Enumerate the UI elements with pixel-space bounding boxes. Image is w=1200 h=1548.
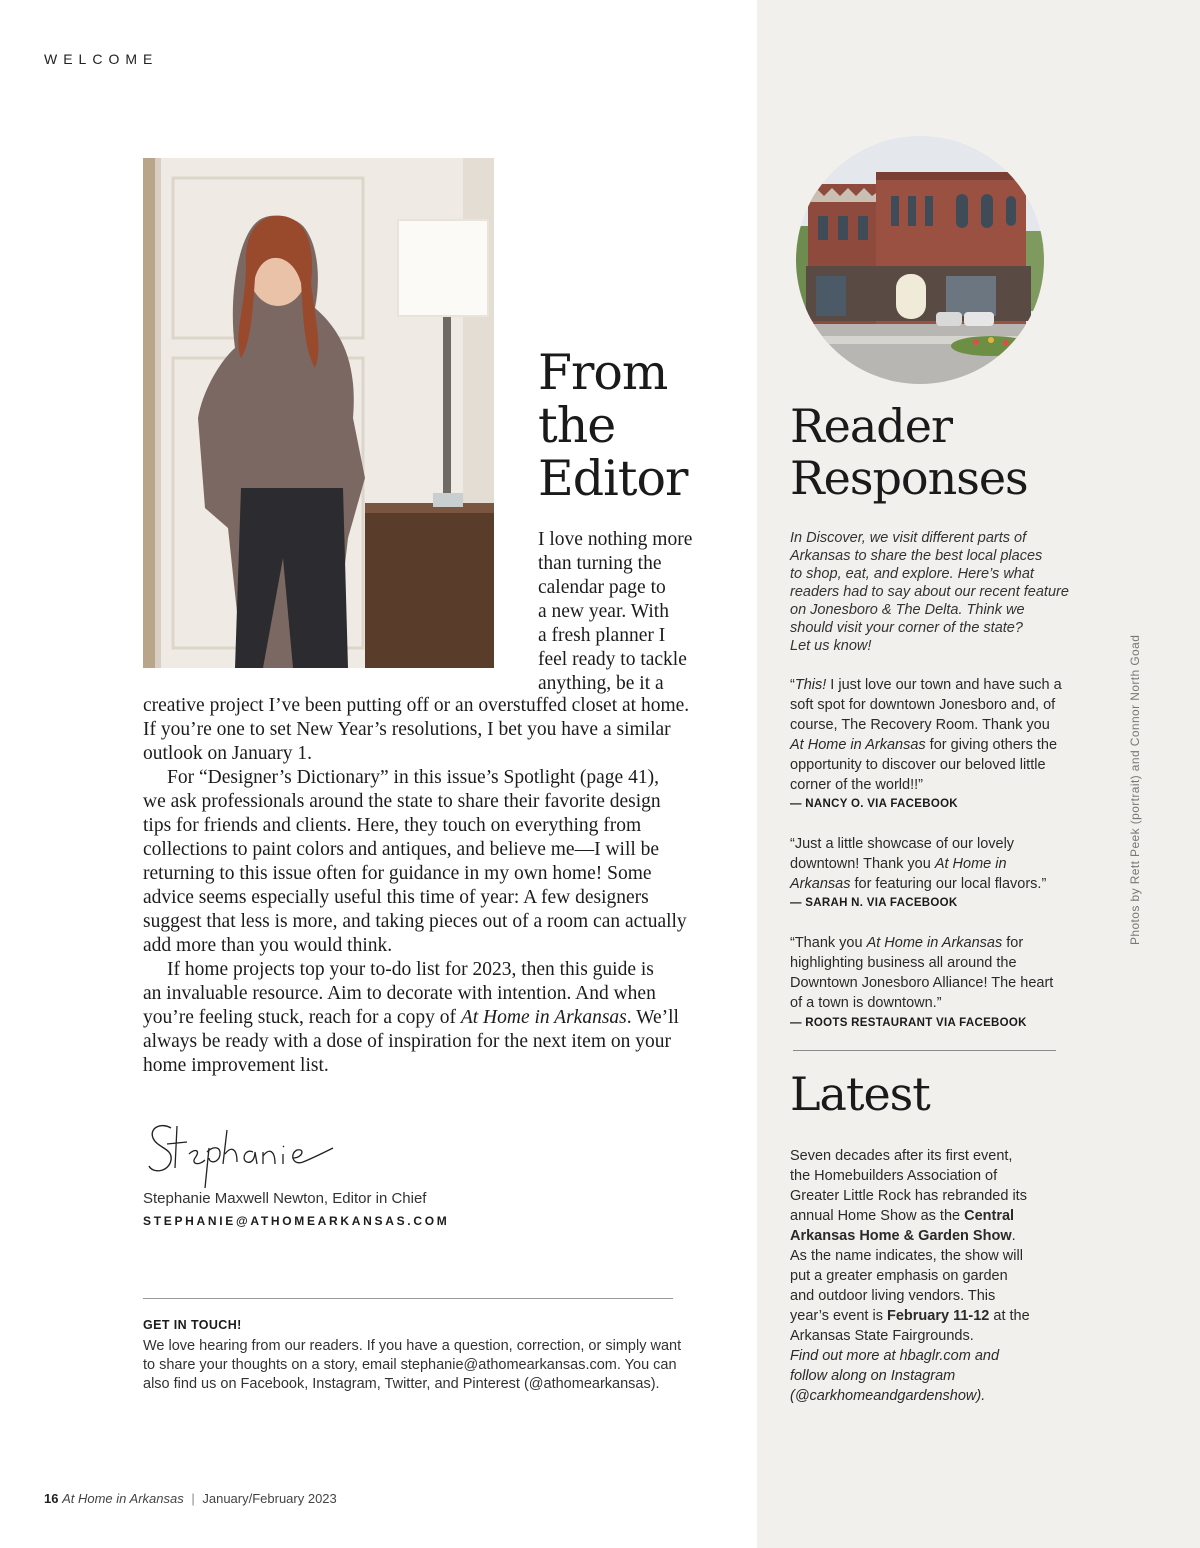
body-line-text: If home projects top your to-do list for 2023, then this guide is: [167, 959, 654, 980]
quote-line-text: course, The Recovery Room. Thank you: [790, 717, 1050, 733]
headline-line: From: [538, 344, 668, 401]
latest-line: [790, 1186, 1110, 1206]
intro-line: should visit your corner of the state?: [790, 620, 1023, 636]
quote-attribution: — ROOTS RESTAURANT VIA FACEBOOK: [790, 1017, 1027, 1029]
section-label: WELCOME: [44, 51, 159, 67]
page-number: 16: [44, 1491, 59, 1506]
quote-line: [790, 973, 1110, 993]
latest-line-italic: follow along on Instagram: [790, 1368, 956, 1384]
quote-line-text: Downtown Jonesboro Alliance! The heart: [790, 975, 1054, 991]
reader-quote: [790, 933, 1110, 1013]
reader-responses-heading: [790, 400, 1028, 504]
body-line: [143, 1006, 743, 1030]
latest-line-text: and outdoor living vendors. This: [790, 1288, 996, 1304]
latest-line: [790, 1246, 1110, 1266]
latest-line: [790, 1346, 1110, 1366]
quote-line: [790, 953, 1110, 973]
get-in-touch-line: We love hearing from our readers. If you have a question, correction, or simply want: [143, 1338, 682, 1354]
intro-line: readers had to say about our recent feature: [790, 584, 1069, 600]
page-footer: [44, 1491, 337, 1506]
body-line: [143, 742, 743, 766]
quote-line-before: “: [790, 677, 795, 693]
quote-line: [790, 874, 1110, 894]
quote-line: [790, 993, 1110, 1013]
quote-line-after: I just love our town and have such a: [826, 677, 1062, 693]
intro-line: feel ready to tackle: [538, 649, 687, 670]
quote-line: [790, 834, 1110, 854]
latest-line: [790, 1366, 1110, 1386]
latest-line-before: annual Home Show as the: [790, 1208, 965, 1224]
quote-line-after: for featuring our local flavors.”: [850, 876, 1047, 892]
quote-line: [790, 854, 1110, 874]
quote-line-italic: This!: [794, 677, 827, 693]
quote-line-text: soft spot for downtown Jonesboro and, of: [790, 697, 1056, 713]
latest-line: [790, 1266, 1110, 1286]
body-line: [143, 1054, 743, 1078]
heading-line: Reader: [790, 399, 952, 453]
headline-line: Editor: [538, 450, 688, 507]
body-line: [143, 958, 743, 982]
get-in-touch-line: to share your thoughts on a story, email stephanie@athomearkansas.com. You can: [143, 1357, 677, 1373]
intro-line: on Jonesboro & The Delta. Think we: [790, 602, 1025, 618]
editor-name: Stephanie Maxwell Newton, Editor in Chief: [143, 1190, 427, 1207]
photo-credit: Photos by Rett Peek (portrait) and Connor North Goad: [1128, 634, 1142, 945]
body-line-text: we ask professionals around the state to share their favorite design: [143, 791, 661, 812]
latest-line: [790, 1226, 1110, 1246]
body-line: [143, 886, 743, 910]
issue-date: January/February 2023: [202, 1491, 337, 1506]
editor-headline: [538, 346, 687, 505]
intro-line: to shop, eat, and explore. Here’s what: [790, 566, 1034, 582]
latest-line-after: at the: [989, 1308, 1030, 1324]
body-line: [143, 694, 743, 718]
body-line-text: outlook on January 1.: [143, 743, 312, 764]
reader-quote: [790, 675, 1110, 795]
body-line-text: For “Designer’s Dictionary” in this issue’s Spotlight (page 41),: [167, 767, 659, 788]
latest-line-text: Seven decades after its first event,: [790, 1148, 1013, 1164]
body-line-before: you’re feeling stuck, reach for a copy of: [143, 1007, 461, 1028]
body-line: [143, 1030, 743, 1054]
body-line-text: collections to paint colors and antiques, and believe me—I will be: [143, 839, 660, 860]
body-line-text: always be ready with a dose of inspiration for the next item on your: [143, 1031, 671, 1052]
body-line: [143, 790, 743, 814]
body-line-text: tips for friends and clients. Here, they touch on everything from: [143, 815, 642, 836]
get-in-touch-body: [143, 1337, 743, 1394]
get-in-touch-line: also find us on Facebook, Instagram, Twitter, and Pinterest (@athomearkansas).: [143, 1376, 660, 1392]
quote-line: [790, 755, 1110, 775]
body-line-text: add more than you would think.: [143, 935, 393, 956]
latest-line: [790, 1206, 1110, 1226]
latest-line-italic: Find out more at hbaglr.com and: [790, 1348, 1000, 1364]
body-line: [143, 766, 743, 790]
quote-line-after: for: [1002, 935, 1024, 951]
editor-portrait-photo: [143, 158, 494, 668]
latest-line-bold: Central: [964, 1208, 1015, 1224]
latest-line: [790, 1166, 1110, 1186]
body-line-after: . We’ll: [626, 1007, 679, 1028]
quote-line-before: “Thank you: [790, 935, 867, 951]
quote-line-before: downtown! Thank you: [790, 856, 935, 872]
quote-attribution: — SARAH N. VIA FACEBOOK: [790, 897, 958, 909]
quote-line-text: of a town is downtown.”: [790, 995, 942, 1011]
body-line-italic: At Home in Arkansas: [460, 1007, 627, 1028]
latest-line-text: As the name indicates, the show will: [790, 1248, 1023, 1264]
body-line: [143, 934, 743, 958]
reader-quote: [790, 834, 1110, 894]
latest-line: [790, 1306, 1110, 1326]
latest-line: [790, 1326, 1110, 1346]
get-in-touch-heading: GET IN TOUCH!: [143, 1318, 242, 1332]
heading-line: Responses: [790, 451, 1028, 505]
latest-line-text: Arkansas State Fairgrounds.: [790, 1328, 974, 1344]
quote-attribution: — NANCY O. VIA FACEBOOK: [790, 798, 958, 810]
intro-line: a fresh planner I: [538, 625, 666, 646]
body-line-text: If you’re one to set New Year’s resolutions, I bet you have a similar: [143, 719, 671, 740]
latest-line-bold: Arkansas Home & Garden Show: [790, 1228, 1012, 1244]
reader-responses-intro: [790, 529, 1110, 655]
intro-line: a new year. With: [538, 601, 669, 622]
quote-line-italic: At Home in Arkansas: [866, 935, 1003, 951]
latest-line-text: put a greater emphasis on garden: [790, 1268, 1008, 1284]
body-line-text: suggest that less is more, and taking pieces out of a room can actually: [143, 911, 687, 932]
latest-line-italic: (@carkhomeandgardenshow).: [790, 1388, 986, 1404]
latest-body: [790, 1146, 1110, 1406]
quote-line-text: “Just a little showcase of our lovely: [790, 836, 1015, 852]
intro-line: Let us know!: [790, 638, 872, 654]
latest-line: [790, 1386, 1110, 1406]
body-line: [143, 982, 743, 1006]
quote-line: [790, 675, 1110, 695]
magazine-name: At Home in Arkansas: [62, 1491, 184, 1506]
intro-line: Arkansas to share the best local places: [790, 548, 1043, 564]
body-line-text: advice seems especially useful this time of year: A few designers: [143, 887, 649, 908]
body-line-text: home improvement list.: [143, 1055, 329, 1076]
footer-separator: |: [191, 1491, 195, 1506]
latest-line-text: the Homebuilders Association of: [790, 1168, 998, 1184]
quote-line: [790, 775, 1110, 795]
intro-line: calendar page to: [538, 577, 666, 598]
latest-line-text: Greater Little Rock has rebranded its: [790, 1188, 1027, 1204]
body-line: [143, 814, 743, 838]
quote-line: [790, 715, 1110, 735]
quote-line: [790, 695, 1110, 715]
editor-letter-body: [143, 694, 743, 1078]
body-line: [143, 718, 743, 742]
quote-line-italic: At Home in: [934, 856, 1007, 872]
quote-line-after: for giving others the: [925, 737, 1058, 753]
intro-line: I love nothing more: [538, 529, 693, 550]
divider: [143, 1298, 673, 1299]
quote-line: [790, 933, 1110, 953]
quote-line-italic: At Home in Arkansas: [790, 737, 926, 753]
body-line: [143, 862, 743, 886]
intro-line: anything, be it a: [538, 673, 664, 694]
quote-line-text: opportunity to discover our beloved little: [790, 757, 1046, 773]
jonesboro-downtown-photo: [796, 136, 1044, 384]
latest-heading: Latest: [790, 1067, 930, 1121]
body-line: [143, 838, 743, 862]
latest-line: [790, 1146, 1110, 1166]
quote-line-text: corner of the world!!”: [790, 777, 923, 793]
intro-line: In Discover, we visit different parts of: [790, 530, 1027, 546]
body-line-text: an invaluable resource. Aim to decorate with intention. And when: [143, 983, 656, 1004]
headline-line: the: [538, 397, 616, 454]
latest-line-before: year’s event is: [790, 1308, 887, 1324]
divider: [793, 1050, 1056, 1051]
latest-line-bold: February 11-12: [886, 1308, 990, 1324]
quote-line-text: highlighting business all around the: [790, 955, 1017, 971]
quote-line-italic: Arkansas: [790, 876, 851, 892]
quote-line: [790, 735, 1110, 755]
editor-letter-intro: [538, 528, 738, 696]
editor-signature: [143, 1118, 353, 1190]
latest-line: [790, 1286, 1110, 1306]
body-line-text: creative project I’ve been putting off or an overstuffed closet at home.: [143, 695, 690, 716]
body-line: [143, 910, 743, 934]
intro-line: than turning the: [538, 553, 662, 574]
body-line-text: returning to this issue often for guidance in my own home! Some: [143, 863, 652, 884]
editor-email[interactable]: STEPHANIE@ATHOMEARKANSAS.COM: [143, 1214, 450, 1228]
latest-line-after: .: [1011, 1228, 1016, 1244]
